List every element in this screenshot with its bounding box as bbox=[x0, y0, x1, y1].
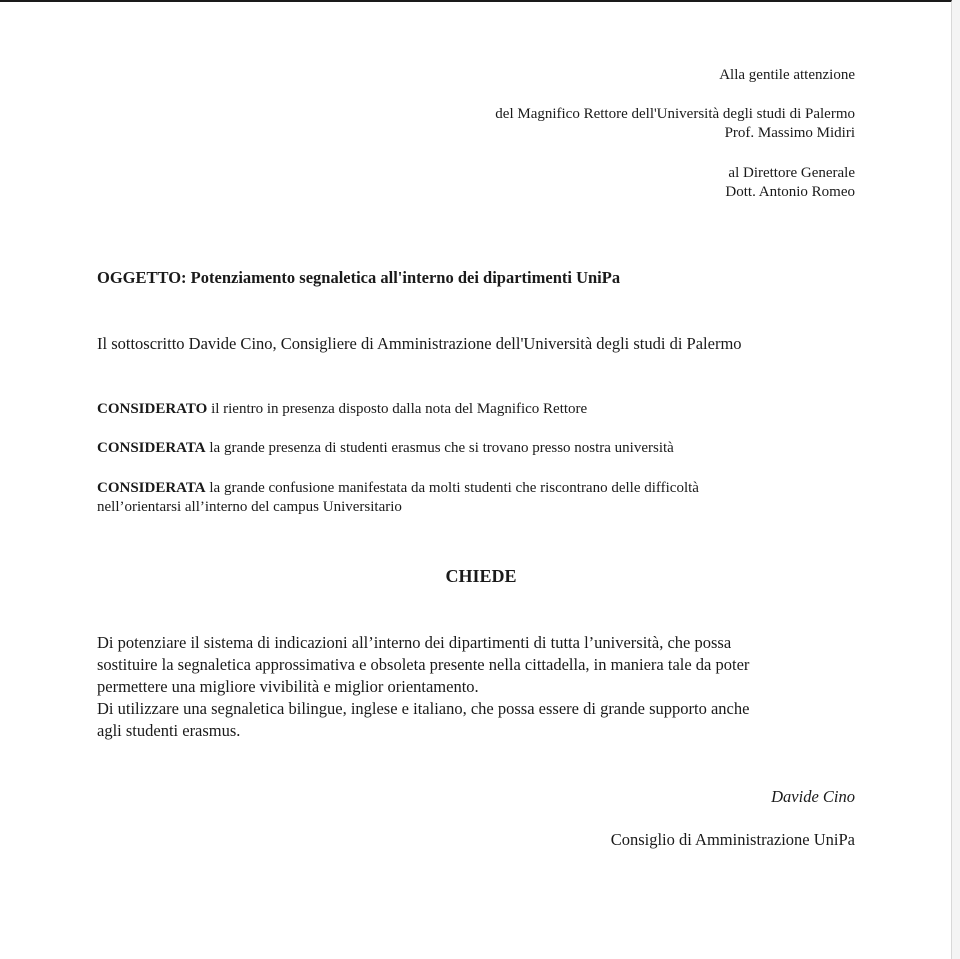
consideration-2 bbox=[97, 439, 674, 458]
request-heading: CHIEDE bbox=[445, 566, 517, 586]
request-line-2: sostituire la segnaletica approssimativa e obsoleta presente nella cittadella, in maniera tale da poter bbox=[97, 655, 750, 674]
consideration-3-text: la grande confusione manifestata da molti studenti che riscontrano delle difficoltà bbox=[205, 480, 699, 496]
attention-line: Alla gentile attenzione bbox=[719, 67, 855, 83]
intro-paragraph: Il sottoscritto Davide Cino, Consigliere di Amministrazione dell'Università degli studi di Palermo bbox=[97, 334, 742, 353]
recipient-rector-name: Prof. Massimo Midiri bbox=[724, 125, 855, 141]
signature-name: Davide Cino bbox=[771, 787, 855, 806]
consideration-1 bbox=[97, 400, 587, 419]
consideration-1-text: il rientro in presenza disposto dalla nota del Magnifico Rettore bbox=[207, 401, 588, 417]
recipient-director-line: al Direttore Generale bbox=[728, 165, 855, 181]
subject-line: OGGETTO: Potenziamento segnaletica all'interno dei dipartimenti UniPa bbox=[97, 268, 621, 287]
consideration-1-keyword: CONSIDERATO bbox=[97, 401, 208, 417]
request-line-4: Di utilizzare una segnaletica bilingue, inglese e italiano, che possa essere di grande supporto anche bbox=[97, 699, 750, 718]
request-line-1: Di potenziare il sistema di indicazioni all’interno dei dipartimenti di tutta l’università, che possa bbox=[97, 633, 732, 652]
recipient-director-name: Dott. Antonio Romeo bbox=[725, 184, 855, 200]
consideration-2-keyword: CONSIDERATA bbox=[97, 440, 206, 456]
consideration-2-text: la grande presenza di studenti erasmus che si trovano presso nostra università bbox=[205, 440, 674, 456]
recipient-rector-line: del Magnifico Rettore dell'Università degli studi di Palermo bbox=[495, 106, 855, 122]
consideration-3 bbox=[97, 479, 699, 498]
request-line-5: agli studenti erasmus. bbox=[97, 721, 241, 740]
consideration-3-continuation: nell’orientarsi all’interno del campus Universitario bbox=[97, 499, 402, 515]
signature-role: Consiglio di Amministrazione UniPa bbox=[610, 830, 855, 849]
consideration-3-keyword: CONSIDERATA bbox=[97, 480, 206, 496]
request-line-3: permettere una migliore vivibilità e miglior orientamento. bbox=[97, 677, 479, 696]
